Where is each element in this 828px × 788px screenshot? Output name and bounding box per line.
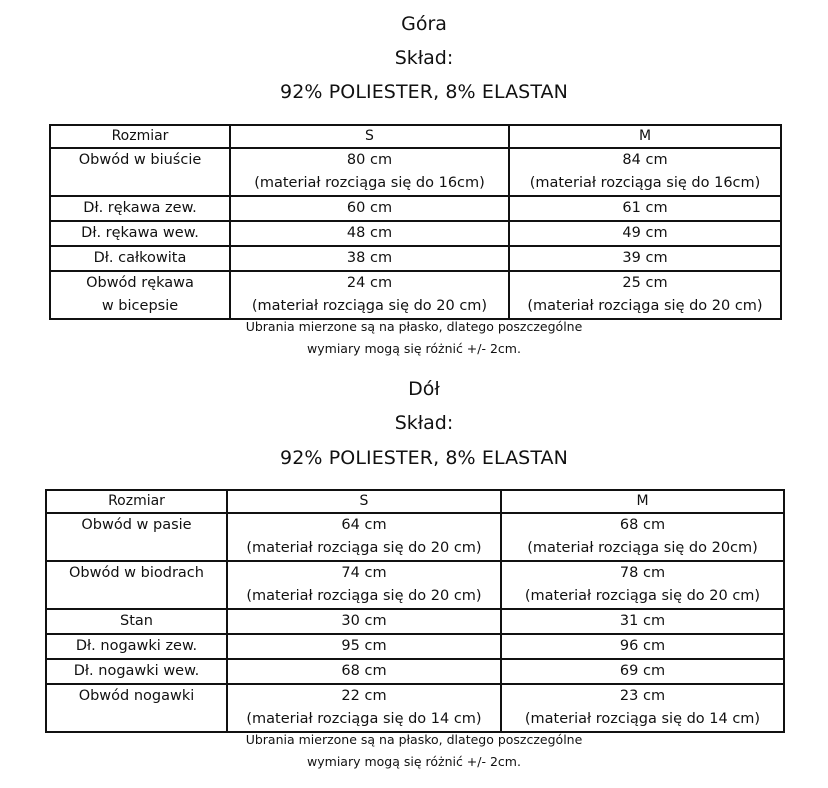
size-s-cell xyxy=(227,634,501,659)
cell-text: Dł. rękawa wew. xyxy=(81,225,199,241)
table-header-cell: M xyxy=(501,490,784,513)
cell-text: Dł. nogawki wew. xyxy=(73,663,200,679)
cell-text: (materiał rozciąga się do 20 cm) xyxy=(246,540,482,556)
cell-text: Obwód w biuście xyxy=(78,152,202,168)
top-composition: 92% POLIESTER, 8% ELASTAN xyxy=(280,81,568,103)
size-s-cell xyxy=(230,148,509,196)
bottom-table-body xyxy=(46,490,784,732)
cell-text: 68 cm xyxy=(341,663,387,679)
cell-text: 31 cm xyxy=(619,613,666,629)
top-size-table xyxy=(49,124,782,320)
cell-text: 38 cm xyxy=(346,250,393,266)
cell-text: 64 cm xyxy=(341,517,387,533)
cell-text: 60 cm xyxy=(346,200,393,216)
size-m-cell xyxy=(509,196,781,221)
cell-text: (materiał rozciąga się do 20 cm) xyxy=(251,298,488,314)
cell-text: 22 cm xyxy=(341,688,387,704)
bottom-composition: 92% POLIESTER, 8% ELASTAN xyxy=(280,447,568,469)
size-m-cell xyxy=(509,246,781,271)
cell-text: 23 cm xyxy=(619,688,666,704)
cell-text: (materiał rozciąga się do 16cm) xyxy=(529,175,761,191)
cell-text: 84 cm xyxy=(622,152,668,168)
top-composition-label: Skład: xyxy=(394,47,454,69)
cell-text: (materiał rozciąga się do 14 cm) xyxy=(524,711,761,727)
cell-text: 39 cm xyxy=(622,250,668,266)
size-m-cell xyxy=(501,513,784,561)
size-m-cell xyxy=(509,148,781,196)
row-label-cell xyxy=(46,513,227,561)
cell-text: 30 cm xyxy=(341,613,387,629)
cell-text: 74 cm xyxy=(341,565,387,581)
cell-text: w bicepsie xyxy=(101,298,179,314)
cell-text: 25 cm xyxy=(622,275,668,291)
cell-text: 80 cm xyxy=(346,152,393,168)
table-row xyxy=(50,246,781,271)
table-row xyxy=(50,196,781,221)
row-label-cell xyxy=(46,561,227,609)
size-m-cell xyxy=(501,634,784,659)
cell-text: 49 cm xyxy=(622,225,668,241)
top-note-line: Ubrania mierzone są na płasko, dlatego poszczególne xyxy=(245,319,583,334)
cell-text: 61 cm xyxy=(622,200,668,216)
size-s-cell xyxy=(227,684,501,732)
table-row xyxy=(46,561,784,609)
cell-text: Stan xyxy=(120,613,153,629)
size-s-cell xyxy=(230,271,509,319)
cell-text: Dł. rękawa zew. xyxy=(83,200,197,216)
cell-text: 96 cm xyxy=(619,638,666,654)
table-row xyxy=(46,513,784,561)
size-m-cell xyxy=(501,659,784,684)
table-row xyxy=(50,221,781,246)
size-m-cell xyxy=(501,609,784,634)
top-table-body xyxy=(50,125,781,319)
cell-text: (materiał rozciąga się do 20 cm) xyxy=(527,298,763,314)
cell-text: (materiał rozciąga się do 20 cm) xyxy=(524,588,761,604)
row-label-cell xyxy=(46,609,227,634)
row-label-cell xyxy=(46,659,227,684)
size-m-cell xyxy=(501,561,784,609)
row-label-cell xyxy=(50,221,230,246)
bottom-size-table xyxy=(45,489,785,733)
bottom-note xyxy=(0,729,828,773)
cell-text: (materiał rozciąga się do 14 cm) xyxy=(246,711,482,727)
row-label-cell xyxy=(50,271,230,319)
cell-text: Obwód w pasie xyxy=(81,517,192,533)
size-m-cell xyxy=(501,684,784,732)
table-row xyxy=(46,659,784,684)
size-m-cell xyxy=(509,221,781,246)
table-row xyxy=(46,634,784,659)
table-row xyxy=(50,271,781,319)
table-row xyxy=(46,609,784,634)
bottom-composition-label: Skład: xyxy=(394,412,454,434)
table-header-cell: Rozmiar xyxy=(46,490,227,513)
table-header-row xyxy=(50,125,781,148)
cell-text: Dł. całkowita xyxy=(93,250,187,266)
size-s-cell xyxy=(227,659,501,684)
row-label-cell xyxy=(46,634,227,659)
size-s-cell xyxy=(227,561,501,609)
top-note-line: wymiary mogą się różnić +/- 2cm. xyxy=(307,341,521,356)
table-header-cell: S xyxy=(230,125,509,148)
row-label-cell xyxy=(50,196,230,221)
size-s-cell xyxy=(230,246,509,271)
cell-text: (materiał rozciąga się do 20 cm) xyxy=(246,588,482,604)
size-m-cell xyxy=(509,271,781,319)
row-label-cell xyxy=(50,246,230,271)
bottom-note-line: Ubrania mierzone są na płasko, dlatego poszczególne xyxy=(245,732,583,747)
cell-text: 48 cm xyxy=(346,225,393,241)
cell-text: Obwód rękawa xyxy=(86,275,194,291)
table-header-row xyxy=(46,490,784,513)
cell-text: 68 cm xyxy=(619,517,666,533)
bottom-note-line: wymiary mogą się różnić +/- 2cm. xyxy=(307,754,521,769)
cell-text: (materiał rozciąga się do 20cm) xyxy=(527,540,758,556)
top-note xyxy=(0,316,828,360)
cell-text: Obwód w biodrach xyxy=(69,565,204,581)
row-label-cell xyxy=(50,148,230,196)
size-s-cell xyxy=(227,609,501,634)
table-header-cell: M xyxy=(509,125,781,148)
table-header-cell: Rozmiar xyxy=(50,125,230,148)
bottom-heading: Dół xyxy=(408,378,440,400)
size-s-cell xyxy=(227,513,501,561)
cell-text: 24 cm xyxy=(346,275,393,291)
cell-text: Obwód nogawki xyxy=(78,688,195,704)
cell-text: 95 cm xyxy=(341,638,387,654)
cell-text: 69 cm xyxy=(619,663,666,679)
size-s-cell xyxy=(230,196,509,221)
top-heading: Góra xyxy=(401,13,447,35)
cell-text: (materiał rozciąga się do 16cm) xyxy=(254,175,485,191)
size-s-cell xyxy=(230,221,509,246)
table-row xyxy=(46,684,784,732)
table-row xyxy=(50,148,781,196)
row-label-cell xyxy=(46,684,227,732)
table-header-cell: S xyxy=(227,490,501,513)
cell-text: 78 cm xyxy=(619,565,666,581)
cell-text: Dł. nogawki zew. xyxy=(75,638,198,654)
